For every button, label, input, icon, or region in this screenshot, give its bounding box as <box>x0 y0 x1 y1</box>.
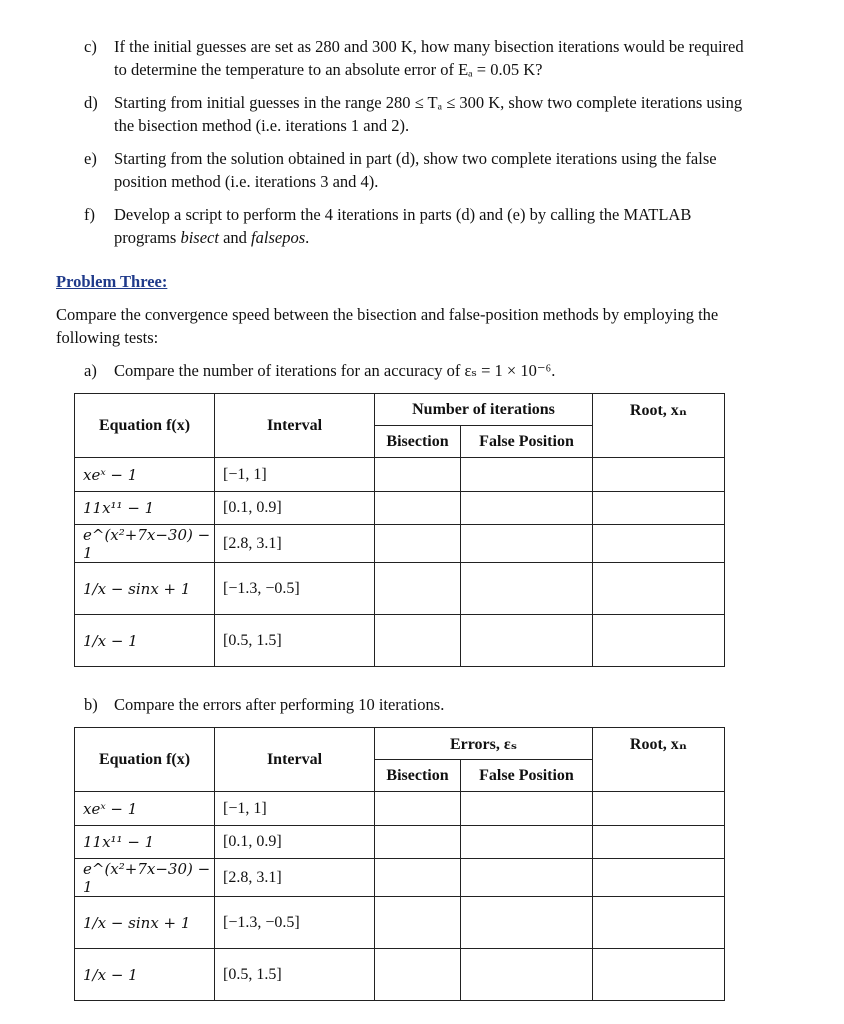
question-f-label: f) <box>84 205 95 224</box>
false-position-cell <box>461 458 593 492</box>
part-b-label: b) <box>84 695 98 714</box>
table-row <box>75 492 725 525</box>
falsepos-program: falsepos <box>251 228 306 247</box>
root-cell <box>593 525 725 563</box>
part-a-text: Compare the number of iterations for an accuracy of εₛ = 1 × 10⁻⁶. <box>114 361 556 380</box>
table-row <box>75 949 725 1001</box>
question-c <box>84 35 784 81</box>
table-row <box>75 826 725 859</box>
equation-cell: xeˣ − 1 <box>75 458 215 492</box>
problem-three-heading: Problem Three: <box>56 272 168 291</box>
header-bisection: Bisection <box>375 760 461 792</box>
false-position-cell <box>461 563 593 615</box>
root-cell <box>593 458 725 492</box>
interval-cell: [−1, 1] <box>215 792 375 826</box>
header-root: Root, xₙ <box>593 394 725 458</box>
question-e <box>84 147 784 193</box>
question-f-line2 <box>114 226 784 249</box>
header-root: Root, xₙ <box>593 728 725 792</box>
table-row <box>75 458 725 492</box>
header-equation: Equation f(x) <box>75 394 215 458</box>
table-row <box>75 859 725 897</box>
question-c-line1: If the initial guesses are set as 280 and 300 K, how many bisection iterations would be required <box>114 37 744 56</box>
equation-cell: e^(x²+7x−30) − 1 <box>75 525 215 563</box>
part-a <box>84 361 555 381</box>
root-cell <box>593 897 725 949</box>
bisection-cell <box>375 525 461 563</box>
equation-cell: 1/x − 1 <box>75 949 215 1001</box>
bisection-cell <box>375 897 461 949</box>
interval-cell: [0.1, 0.9] <box>215 826 375 859</box>
false-position-cell <box>461 792 593 826</box>
header-false-position: False Position <box>461 760 593 792</box>
equation-cell: xeˣ − 1 <box>75 792 215 826</box>
question-e-line2: position method (i.e. iterations 3 and 4). <box>114 172 379 191</box>
root-cell <box>593 826 725 859</box>
bisection-cell <box>375 826 461 859</box>
table-row <box>75 525 725 563</box>
table-row <box>75 615 725 667</box>
root-cell <box>593 949 725 1001</box>
header-number-of-iterations: Number of iterations <box>375 394 593 426</box>
root-cell <box>593 859 725 897</box>
root-cell <box>593 563 725 615</box>
question-d-line2: the bisection method (i.e. iterations 1 and 2). <box>114 116 410 135</box>
false-position-cell <box>461 525 593 563</box>
bisection-cell <box>375 492 461 525</box>
interval-cell: [−1.3, −0.5] <box>215 897 375 949</box>
interval-cell: [0.1, 0.9] <box>215 492 375 525</box>
part-b <box>84 695 444 715</box>
false-position-cell <box>461 492 593 525</box>
equation-cell: 11x¹¹ − 1 <box>75 826 215 859</box>
table-row <box>75 792 725 826</box>
header-errors: Errors, εₛ <box>375 728 593 760</box>
root-cell <box>593 615 725 667</box>
false-position-cell <box>461 615 593 667</box>
question-e-line1: Starting from the solution obtained in part (d), show two complete iterations using the false <box>114 149 717 168</box>
header-equation: Equation f(x) <box>75 728 215 792</box>
table-row <box>75 897 725 949</box>
interval-cell: [2.8, 3.1] <box>215 525 375 563</box>
false-position-cell <box>461 897 593 949</box>
interval-cell: [2.8, 3.1] <box>215 859 375 897</box>
question-c-label: c) <box>84 37 97 56</box>
equation-cell: 1/x − sinx + 1 <box>75 563 215 615</box>
equation-cell: 1/x − 1 <box>75 615 215 667</box>
header-false-position: False Position <box>461 426 593 458</box>
bisection-cell <box>375 563 461 615</box>
question-f-text: and <box>218 228 252 247</box>
errors-table <box>74 727 725 1001</box>
question-d-label: d) <box>84 93 98 112</box>
question-e-label: e) <box>84 149 97 168</box>
bisection-cell <box>375 859 461 897</box>
interval-cell: [−1.3, −0.5] <box>215 563 375 615</box>
interval-cell: [0.5, 1.5] <box>215 949 375 1001</box>
bisection-cell <box>375 792 461 826</box>
false-position-cell <box>461 949 593 1001</box>
false-position-cell <box>461 826 593 859</box>
part-a-label: a) <box>84 361 97 380</box>
question-d <box>84 91 784 137</box>
equation-cell: e^(x²+7x−30) − 1 <box>75 859 215 897</box>
bisect-program: bisect <box>180 228 219 247</box>
iterations-table <box>74 393 725 667</box>
question-f <box>84 203 784 249</box>
bisection-cell <box>375 949 461 1001</box>
question-d-line1: Starting from initial guesses in the range 280 ≤ Tₐ ≤ 300 K, show two complete iterations using <box>114 93 743 112</box>
root-cell <box>593 792 725 826</box>
bisection-cell <box>375 615 461 667</box>
question-f-text: . <box>305 228 310 247</box>
header-interval: Interval <box>215 728 375 792</box>
header-interval: Interval <box>215 394 375 458</box>
question-f-text: programs <box>114 228 181 247</box>
question-f-line1: Develop a script to perform the 4 iterations in parts (d) and (e) by calling the MATLAB <box>114 205 692 224</box>
question-c-line2: to determine the temperature to an absolute error of Eₐ = 0.05 K? <box>114 60 543 79</box>
table-row <box>75 563 725 615</box>
header-bisection: Bisection <box>375 426 461 458</box>
bisection-cell <box>375 458 461 492</box>
equation-cell: 1/x − sinx + 1 <box>75 897 215 949</box>
interval-cell: [−1, 1] <box>215 458 375 492</box>
false-position-cell <box>461 859 593 897</box>
interval-cell: [0.5, 1.5] <box>215 615 375 667</box>
root-cell <box>593 492 725 525</box>
problem-intro: Compare the convergence speed between the bisection and false-position methods by employing the following tests: <box>56 305 719 347</box>
part-b-text: Compare the errors after performing 10 iterations. <box>114 695 445 714</box>
equation-cell: 11x¹¹ − 1 <box>75 492 215 525</box>
